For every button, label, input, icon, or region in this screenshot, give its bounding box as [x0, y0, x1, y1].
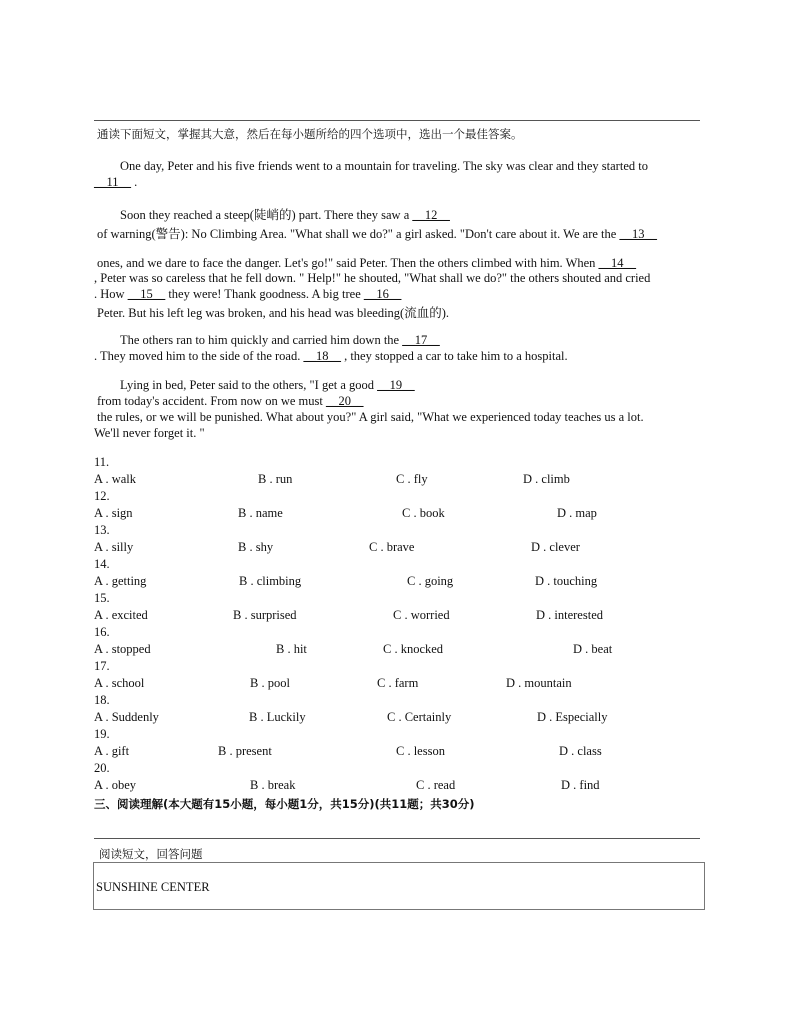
- answer-option-a[interactable]: A . school: [94, 676, 145, 690]
- passage-text: . How: [94, 287, 125, 301]
- question-number: 11.: [94, 455, 110, 469]
- question-number: 17.: [94, 659, 110, 673]
- answer-option-d[interactable]: D . interested: [536, 608, 603, 622]
- reading-instruction: 阅读短文，回答问题: [99, 847, 203, 861]
- answer-option-c[interactable]: C . brave: [369, 540, 415, 554]
- blank-11: __11__: [94, 175, 132, 189]
- answer-option-a[interactable]: A . sign: [94, 506, 133, 520]
- question-number: 18.: [94, 693, 110, 707]
- question-number: 13.: [94, 523, 110, 537]
- passage-line: [97, 256, 636, 271]
- passage-text: of warning(警告): No Climbing Area. "What shall we do?" a girl asked. "Don't care about it. We are the: [97, 227, 617, 241]
- answer-option-c[interactable]: C . farm: [377, 676, 419, 690]
- answer-option-d[interactable]: D . class: [559, 744, 602, 758]
- answer-option-b[interactable]: B . pool: [250, 676, 290, 690]
- question-number: 14.: [94, 557, 110, 571]
- answer-option-d[interactable]: D . clever: [531, 540, 580, 554]
- instruction-text: 通读下面短文，掌握其大意，然后在每小题所给的四个选项中，选出一个最佳答案。: [97, 127, 523, 141]
- passage-line: the rules, or we will be punished. What about you?" A girl said, "What we experienced today teaches us a lot.: [97, 410, 644, 424]
- answer-option-b[interactable]: B . break: [250, 778, 296, 792]
- answer-option-a[interactable]: A . gift: [94, 744, 130, 758]
- question-number: 19.: [94, 727, 110, 741]
- section-title: 三、阅读理解(本大题有15小题，每小题1分，共15分)(共11题；共30分): [94, 797, 475, 811]
- blank-14: __14__: [598, 256, 637, 270]
- answer-option-b[interactable]: B . run: [258, 472, 293, 486]
- answer-option-d[interactable]: D . climb: [523, 472, 570, 486]
- blank-12: __12__: [412, 208, 450, 222]
- passage-line: [97, 394, 363, 409]
- answer-option-c[interactable]: C . fly: [396, 472, 428, 486]
- question-number: 12.: [94, 489, 110, 503]
- answer-option-b[interactable]: B . climbing: [239, 574, 302, 588]
- answer-option-c[interactable]: C . lesson: [396, 744, 445, 758]
- blank-19: __19__: [377, 378, 415, 392]
- passage-line: [94, 175, 137, 190]
- answer-option-a[interactable]: A . obey: [94, 778, 137, 792]
- passage-text: , they stopped a car to take him to a hospital.: [344, 349, 568, 363]
- passage-line: [94, 287, 401, 302]
- answer-option-a[interactable]: A . getting: [94, 574, 147, 588]
- answer-option-d[interactable]: D . touching: [535, 574, 598, 588]
- passage-text: Soon they reached a steep(陡峭的) part. There they saw a: [120, 208, 410, 222]
- answer-option-a[interactable]: A . stopped: [94, 642, 151, 656]
- question-number: 15.: [94, 591, 110, 605]
- answer-option-c[interactable]: C . worried: [393, 608, 450, 622]
- answer-option-b[interactable]: B . present: [218, 744, 272, 758]
- blank-20: __20__: [325, 394, 364, 408]
- answer-option-d[interactable]: D . map: [557, 506, 597, 520]
- blank-15: __15__: [127, 287, 166, 301]
- blank-16: __16__: [363, 287, 402, 301]
- passage-line: , Peter was so careless that he fell down. " Help!" he shouted, "What shall we do?" the others shouted and cried: [94, 271, 651, 285]
- passage-line: [120, 378, 415, 393]
- passage-text: ones, and we dare to face the danger. Let's go!" said Peter. Then the others climbed with him. When: [97, 256, 596, 270]
- blank-17: __17__: [402, 333, 440, 347]
- answer-option-a[interactable]: A . silly: [94, 540, 134, 554]
- box-title: SUNSHINE CENTER: [96, 880, 210, 894]
- answer-option-b[interactable]: B . shy: [238, 540, 274, 554]
- answer-option-a[interactable]: A . Suddenly: [94, 710, 159, 724]
- passage-text: The others ran to him quickly and carried him down the: [120, 333, 400, 347]
- passage-line: [94, 349, 568, 364]
- top-divider: [94, 120, 700, 121]
- answer-option-b[interactable]: B . surprised: [233, 608, 297, 622]
- passage-line: [120, 205, 450, 223]
- passage-line: [97, 224, 657, 242]
- passage-line: Peter. But his left leg was broken, and his head was bleeding(流血的).: [97, 306, 450, 320]
- passage-text: from today's accident. From now on we must: [97, 394, 323, 408]
- passage-line: One day, Peter and his five friends went to a mountain for traveling. The sky was clear and they started to: [120, 159, 648, 173]
- question-number: 20.: [94, 761, 110, 775]
- answer-option-a[interactable]: A . excited: [94, 608, 148, 622]
- passage-line: [120, 333, 440, 348]
- passage-box: [93, 862, 705, 910]
- passage-text: they were! Thank goodness. A big tree: [168, 287, 361, 301]
- blank-18: __18__: [303, 349, 341, 363]
- answer-option-c[interactable]: C . going: [407, 574, 454, 588]
- answer-option-b[interactable]: B . Luckily: [249, 710, 306, 724]
- answer-option-d[interactable]: D . Especially: [537, 710, 608, 724]
- answer-option-b[interactable]: B . hit: [276, 642, 307, 656]
- answer-option-b[interactable]: B . name: [238, 506, 283, 520]
- passage-text: .: [134, 175, 138, 189]
- answer-option-a[interactable]: A . walk: [94, 472, 137, 486]
- answer-option-c[interactable]: C . knocked: [383, 642, 444, 656]
- passage-text: . They moved him to the side of the road.: [94, 349, 301, 363]
- answer-option-c[interactable]: C . book: [402, 506, 445, 520]
- answer-option-d[interactable]: D . beat: [573, 642, 613, 656]
- answer-option-c[interactable]: C . read: [416, 778, 456, 792]
- section-divider: [94, 838, 700, 839]
- question-number: 16.: [94, 625, 110, 639]
- answer-option-d[interactable]: D . mountain: [506, 676, 572, 690]
- blank-13: __13__: [619, 227, 657, 241]
- answer-option-d[interactable]: D . find: [561, 778, 600, 792]
- passage-text: Lying in bed, Peter said to the others, "I get a good: [120, 378, 375, 392]
- answer-option-c[interactable]: C . Certainly: [387, 710, 452, 724]
- passage-line: We'll never forget it. ": [94, 426, 205, 440]
